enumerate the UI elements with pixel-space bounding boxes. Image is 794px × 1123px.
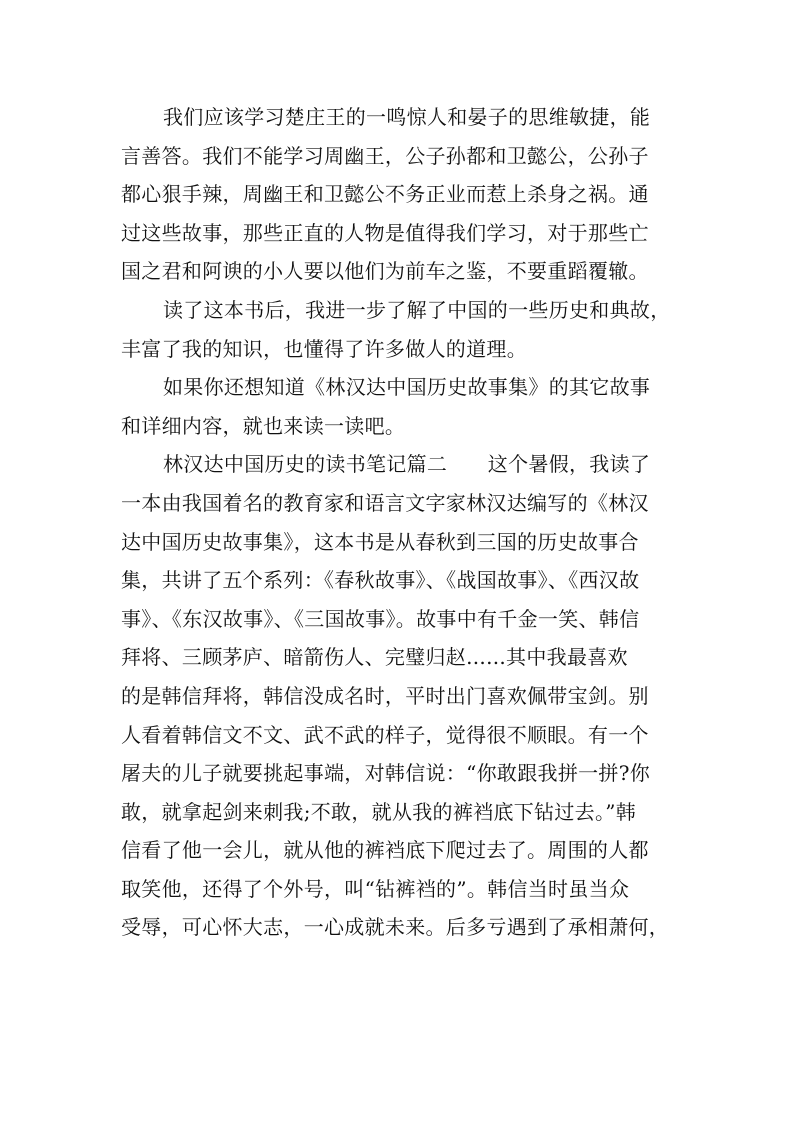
text-line: 我们应该学习楚庄王的一鸣惊人和晏子的思维敏捷，能 (163, 105, 651, 129)
text-line: 丰富了我的知识，也懂得了许多做人的道理。 (121, 336, 527, 361)
text-line: 和详细内容，就也来读一读吧。 (121, 413, 406, 438)
text-line: 达中国历史故事集》，这本书是从春秋到三国的历史故事合 (121, 529, 639, 554)
text-line: 过这些故事，那些正直的人物是值得我们学习，对于那些亡 (121, 220, 649, 245)
text-line: 事》、《东汉故事》、《三国故事》。故事中有千金一笑、韩信 (121, 606, 640, 631)
text-line: 取笑他，还得了个外号，叫“钻裤裆的”。韩信当时虽当众 (121, 876, 630, 901)
text-line: 都心狠手辣，周幽王和卫懿公不务正业而惹上杀身之祸。通 (121, 182, 649, 207)
text-line: 受辱，可心怀大志，一心成就未来。后多亏遇到了承相萧何， (121, 915, 670, 940)
text-line: 言善答。我们不能学习周幽王，公子孙都和卫懿公，公孙子 (121, 143, 649, 168)
text-line: 林汉达中国历史的读书笔记篇二 这个暑假，我读了 (163, 452, 651, 477)
body-text (121, 98, 681, 947)
text-line: 如果你还想知道《林汉达中国历史故事集》的其它故事 (163, 375, 651, 400)
text-line: 信看了他一会儿，就从他的裤裆底下爬过去了。周围的人都 (121, 838, 649, 863)
text-line: 拜将、三顾茅庐、暗箭伤人、完璧归赵......其中我最喜欢 (121, 645, 628, 670)
text-line: 读了这本书后，我进一步了解了中国的一些历史和典故， (163, 297, 671, 322)
text-line: 的是韩信拜将，韩信没成名时，平时出门喜欢佩带宝剑。别 (121, 683, 649, 708)
text-line: 一本由我国着名的教育家和语言文字家林汉达编写的《林汉 (121, 490, 649, 515)
text-line: 集，共讲了五个系列：《春秋故事》、《战国故事》、《西汉故 (121, 568, 640, 593)
text-line: 国之君和阿谀的小人要以他们为前车之鉴，不要重蹈覆辙。 (121, 259, 649, 284)
text-line: 人看着韩信文不文、武不武的样子，觉得很不顺眼。有一个 (121, 722, 649, 747)
text-line: 屠夫的儿子就要挑起事端，对韩信说：“你敢跟我拼一拼?你 (121, 761, 651, 786)
text-line: 敢，就拿起剑来刺我;不敢，就从我的裤裆底下钻过去。”韩 (121, 799, 637, 824)
